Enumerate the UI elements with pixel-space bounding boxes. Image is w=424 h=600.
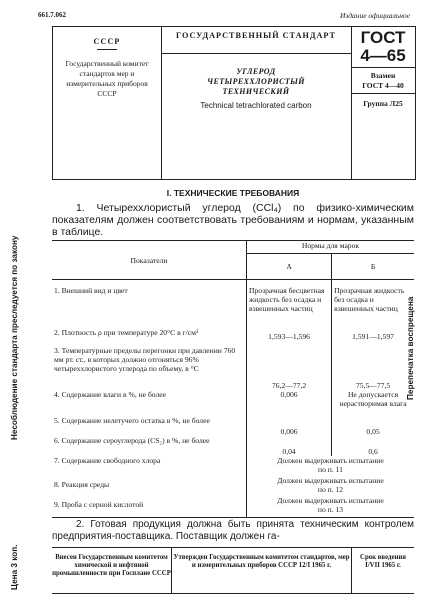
edition-label: Издание официальное (339, 11, 410, 20)
row-ab: Должен выдерживать испытание по п. 13 (247, 496, 415, 518)
row-a: Прозрачная бесцветная жидкость без осадка и взвешенных частиц (247, 280, 332, 328)
row-a: 0,006 (247, 390, 332, 416)
approved: Утвержден Государственным комитетом стандартов, мер и измерительных приборов СССР 12/I 1965 г. (172, 548, 352, 593)
row-ab: Должен выдерживать испытание по п. 12 (247, 476, 415, 496)
side-price: Цена 3 коп. (10, 544, 19, 590)
header-center (161, 27, 352, 179)
introduced-by: Внесен Государственным комитетом химической и нефтяной промышленности при Госплане СССР (52, 548, 172, 593)
norms-table (52, 240, 414, 518)
gost-label: ГОСТ (360, 28, 406, 47)
divider (351, 93, 415, 94)
row-name: 5. Содержание нелетучего остатка в %, не более (54, 415, 210, 425)
section-title: I. ТЕХНИЧЕСКИЕ ТРЕБОВАНИЯ (166, 188, 300, 198)
row-ab: Должен выдерживать испытание по п. 11 (247, 456, 415, 476)
row-name: 7. Содержание свободного хлора (54, 455, 161, 465)
row-a: 0,04 (247, 436, 332, 456)
standard-type: ГОСУДАРСТВЕННЫЙ СТАНДАРТ (176, 31, 336, 40)
row-name: 2. Плотность ρ при температуре 20°С в г/см³ (54, 327, 199, 337)
title-line: УГЛЕРОД (236, 67, 276, 76)
row-b: Не допускается нерастворимая влага (332, 390, 414, 416)
row-a: 76,2—77,2 (247, 346, 332, 390)
row-b: 0,6 (332, 436, 414, 456)
replaces-value: ГОСТ 4—40 (362, 81, 404, 90)
header-block (52, 26, 416, 180)
paragraph-2: 2. Готовая продукция должна быть принята техническим контролем предприятия-поставщика. Поставщик должен га- (52, 519, 414, 542)
row-name: 3. Температурные пределы перегонки при давлении 760 мм рт. ст., в которых должно отгоняться 96% четыреххлористого углерода по объему, в °С (54, 345, 236, 373)
divider (161, 53, 351, 54)
row-a: 0,006 (247, 416, 332, 436)
divider (97, 49, 117, 50)
row-name: 8. Реакция среды (54, 479, 110, 489)
committee: Государственный комитет стандартов мер и измерительных приборов СССР (65, 59, 149, 98)
header-left (53, 27, 162, 179)
gost-number: 4—65 (360, 46, 406, 65)
row-name: 6. Содержание сероуглерода (CS₂) в %, не более (54, 435, 210, 445)
row-name: 9. Проба с серной кислотой (52, 496, 247, 518)
udc-code: 661.7.062 (38, 11, 66, 19)
effective-date: Срок введения I/VII 1965 г. (360, 554, 406, 569)
country: СССР (93, 37, 121, 46)
divider (351, 67, 415, 68)
norms-header: Нормы для марок (247, 241, 415, 254)
row-b: Прозрачная жидкость без осадка и взвешенных частиц (332, 280, 414, 328)
replaces (351, 71, 415, 91)
grade-b-header: Б (332, 254, 414, 280)
replaces-label: Взамен (370, 71, 396, 80)
header-right (351, 27, 415, 179)
row-b: 1,591—1,597 (332, 328, 414, 346)
group: Группа Л25 (363, 99, 403, 108)
row-a: 1,593—1,596 (247, 328, 332, 346)
row-name: 4. Содержание влаги в %, не более (54, 389, 167, 399)
title-line: ЧЕТЫРЕХХЛОРИСТЫЙ (207, 77, 305, 86)
row-name: 1. Внешний вид и цвет (54, 286, 128, 295)
indicator-header: Показатели (52, 241, 247, 280)
paragraph-1: 1. Четыреххлористый углерод (CCl₄) по физико-химическим показателям должен соответствовать требованиям и нормам, указанным в таблице. (52, 202, 414, 238)
footer-block (52, 547, 414, 594)
side-left-notes (4, 150, 26, 590)
side-reprint-note: Перепечатка воспрещена (406, 296, 415, 400)
grade-a-header: А (247, 254, 332, 280)
side-law-note: Несоблюдение стандарта преследуется по закону (10, 235, 19, 440)
row-b: 0,05 (332, 416, 414, 436)
title-ru (161, 67, 351, 97)
title-en: Technical tetrachlorated carbon (200, 101, 312, 110)
row-b: 75,5—77,5 (332, 346, 414, 390)
title-line: ТЕХНИЧЕСКИЙ (222, 87, 290, 96)
